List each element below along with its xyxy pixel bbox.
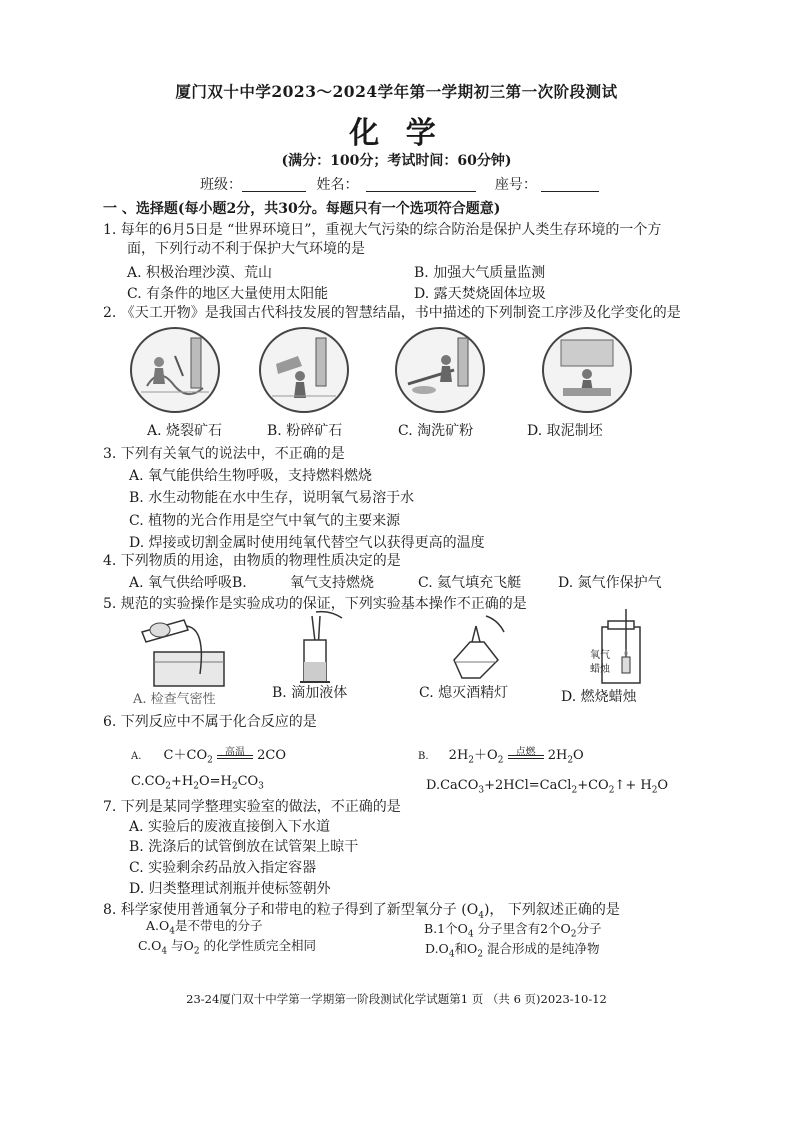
q1-option-c: C. 有条件的地区大量使用太阳能 xyxy=(127,286,329,302)
class-label: 班级： xyxy=(200,177,242,193)
q8-stem: 8. 科学家使用普通氧分子和带电的粒子得到了新型氧分子 $(O_4)$， 下列叙述正确的是 xyxy=(103,902,620,921)
q5-image-airtight-check xyxy=(130,614,240,694)
q3-option-c: C. 植物的光合作用是空气中氧气的主要来源 xyxy=(129,513,401,529)
q6-option-a: A. $C+CO_2$ 高温 2CO xyxy=(131,744,286,766)
q5-option-a: A. 检查气密性 xyxy=(133,692,216,707)
q3-stem: 3. 下列有关氧气的说法中，不正确的是 xyxy=(103,446,345,462)
name-label: 姓名： xyxy=(316,177,359,193)
q5-stem: 5. 规范的实验操作是实验成功的保证，下列实验基本操作不正确的是 xyxy=(103,596,527,612)
q1-stem-line2: 面，下列行动不利于保护大气环境的是 xyxy=(127,241,365,257)
page-footer: 23-24厦门双十中学第一学期第一阶段测试化学试题第1 页 （共 6 页)2023-10-12 xyxy=(186,992,607,1006)
q6-stem: 6. 下列反应中不属于化合反应的是 xyxy=(103,714,317,730)
q4-stem: 4. 下列物质的用途，由物质的物理性质决定的是 xyxy=(103,553,401,569)
q2-image-c xyxy=(394,326,486,414)
q4-option-b: 氧气支持燃烧 xyxy=(290,575,374,591)
name-blank xyxy=(366,177,476,192)
q3-option-a: A. 氧气能供给生物呼吸，支持燃料燃烧 xyxy=(129,468,373,484)
exam-info: (满分：100分；考试时间：60分钟) xyxy=(281,153,512,169)
q8-option-b: B.1个$O_4$ 分子里含有2个$O_2$分子 xyxy=(424,921,602,940)
q7-stem: 7. 下列是某同学整理实验室的做法，不正确的是 xyxy=(103,799,401,815)
q7-option-c: C. 实验剩余药品放入指定容器 xyxy=(129,860,317,876)
q2-option-a: A. 烧裂矿石 xyxy=(147,423,223,439)
q6-a-condition: 高温 xyxy=(224,747,245,758)
student-info-line xyxy=(200,174,599,194)
seat-label: 座号： xyxy=(494,177,537,193)
q8-option-a: $A.O_4$是不带电的分子 xyxy=(146,918,263,937)
q2-image-b xyxy=(258,326,350,414)
q7-option-b: B. 洗涤后的试管倒放在试管架上晾干 xyxy=(129,839,359,855)
q6-option-c: $C.CO_2+H_2O=H_2CO_3$ xyxy=(131,774,264,792)
q2-image-d xyxy=(541,326,633,414)
q5-option-b: B. 滴加液体 xyxy=(272,685,348,701)
q6-option-b: B. $2H_2+O_2$ 点燃 $2H_2O$ xyxy=(418,744,584,766)
q2-option-c: C. 淘洗矿粉 xyxy=(398,423,474,439)
q8-option-d: $D.O_4$和$O_2$ 混合形成的是纯净物 xyxy=(425,941,600,960)
subject-title: 化 学 xyxy=(349,116,444,151)
q8-option-c: $C.O_4$ 与$O_2$ 的化学性质完全相同 xyxy=(138,938,317,957)
q3-option-d: D. 焊接或切割金属时使用纯氧代替空气以获得更高的温度 xyxy=(129,535,485,551)
q1-stem-line1: 1. 每年的6月5日是 “世界环境日”，重视大气污染的综合防治是保护人类生存环境的一个方 xyxy=(103,222,662,238)
section-heading: 一 、选择题(每小题2分，共30分。每题只有一个选项符合题意) xyxy=(103,201,501,217)
q2-option-b: B. 粉碎矿石 xyxy=(267,423,343,439)
q7-option-d: D. 归类整理试剂瓶并使标签朝外 xyxy=(129,881,331,897)
q5-option-d: D. 燃烧蜡烛 xyxy=(561,689,637,705)
q5-option-c: C. 熄灭酒精灯 xyxy=(419,685,509,701)
q6-b-condition: 点燃 xyxy=(515,747,536,758)
q1-option-a: A. 积极治理沙漠、荒山 xyxy=(127,265,273,281)
q3-option-b: B. 水生动物能在水中生存，说明氧气易溶于水 xyxy=(129,490,415,506)
q5-image-dropping-liquid xyxy=(290,610,360,686)
q1-option-d: D. 露天焚烧固体垃圾 xyxy=(414,286,546,302)
q2-option-d: D. 取泥制坯 xyxy=(527,423,603,439)
exam-title: 厦门双十中学2023～2024学年第一学期初三第一次阶段测试 xyxy=(175,82,618,101)
q7-option-a: A. 实验后的废液直接倒入下水道 xyxy=(129,819,331,835)
q6-option-d: $D.CaCO_3+2HCl=CaCl_2+CO_2↑+ H_2O$ xyxy=(426,778,669,796)
q4-option-d: D. 氮气作保护气 xyxy=(558,575,662,591)
q5-jar-label-oxygen: 氧气 xyxy=(590,650,610,661)
q4-option-a: A. 氧气供给呼吸B. xyxy=(129,575,247,591)
q2-image-a xyxy=(129,326,221,414)
q4-option-c: C. 氦气填充飞艇 xyxy=(418,575,522,591)
seat-blank xyxy=(541,177,599,192)
q5-image-alcohol-lamp xyxy=(440,612,520,684)
q2-stem: 2. 《天工开物》是我国古代科技发展的智慧结晶，书中描述的下列制瓷工序涉及化学变化的是 xyxy=(103,305,681,321)
class-blank xyxy=(242,177,306,192)
q5-jar-label-candle: 蜡烛 xyxy=(590,664,610,675)
q1-option-b: B. 加强大气质量监测 xyxy=(414,265,546,281)
